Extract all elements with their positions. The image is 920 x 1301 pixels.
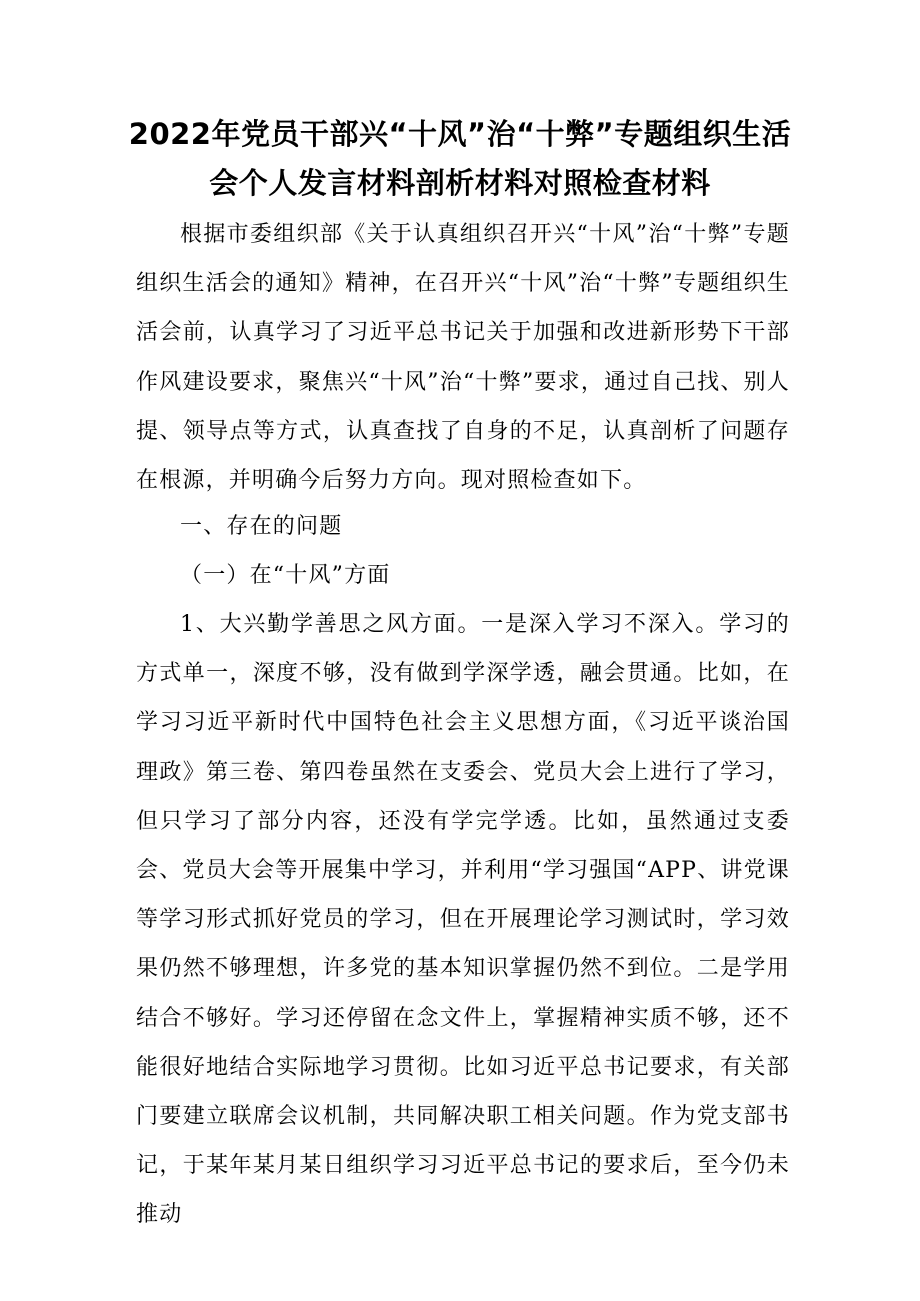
body-paragraph: 1、大兴勤学善思之风方面。一是深入学习不深入。学习的方式单一，深度不够，没有做到学深学透，融会贯通。比如，在学习习近平新时代中国特色社会主义思想方面，《习近平谈治国理政》第三卷、第四卷虽然在支委会、党员大会上进行了学习，但只学习了部分内容，还没有学完学透。比如，虽然通过支委会、党员大会等开展集中学习，并利用“学习强国“APP、讲党课等学习形式抓好党员的学习，但在开展理论学习测试时，学习效果仍然不够理想，许多党的基本知识掌握仍然不到位。二是学用结合不够好。学习还停留在念文件上，掌握精神实质不够，还不能很好地结合实际地学习贯彻。比如习近平总书记要求，有关部门要建立联席会议机制，共同解决职工相关问题。作为党支部书记，于某年某月某日组织学习习近平总书记的要求后，至今仍未推动 — [136, 612, 790, 1228]
subsection-heading: （一）在“十风”方面 — [180, 563, 391, 588]
intro-paragraph: 根据市委组织部《关于认真组织召开兴“十风”治“十弊”专题组织生活会的通知》精神，在召开兴“十风”治“十弊”专题组织生活会前，认真学习了习近平总书记关于加强和改进新形势下干部作风建设要求，聚焦兴“十风”治“十弊”要求，通过自己找、别人提、领导点等方式，认真查找了自身的不足，认真剖析了问题存在根源，并明确今后努力方向。现对照检查如下。 — [136, 222, 790, 494]
section-heading: 一、存在的问题 — [180, 514, 343, 539]
document-title-line-2: 会个人发言材料剖析材料对照检查材料 — [209, 166, 711, 200]
document-title-line-1: 2022年党员干部兴“十风”治“十弊”专题组织生活 — [128, 117, 792, 151]
